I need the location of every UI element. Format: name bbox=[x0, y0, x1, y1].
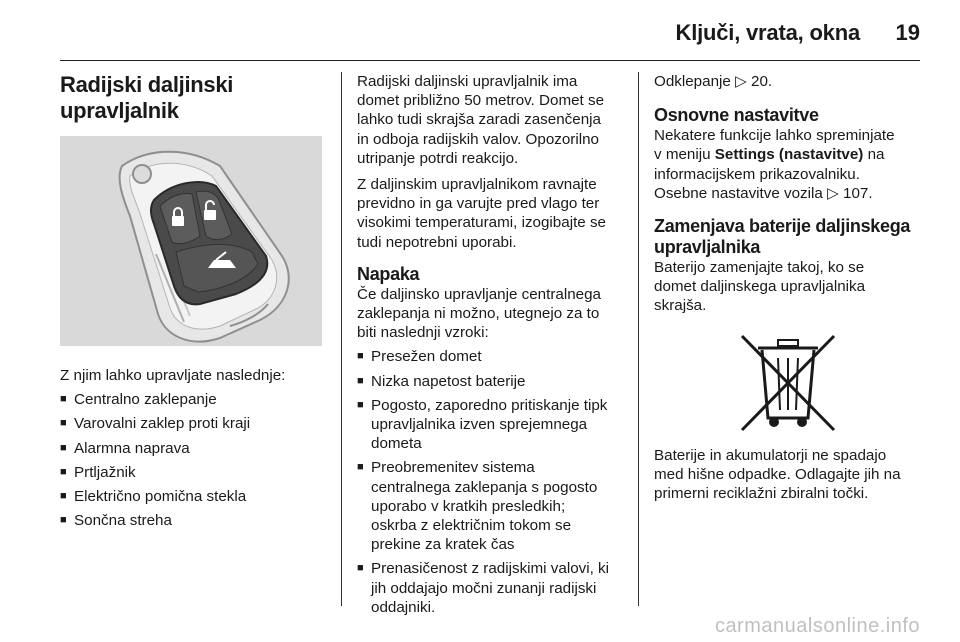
text-line: skrajša. bbox=[654, 297, 707, 315]
text-line: jih oddajajo močni zunanji radijski bbox=[371, 579, 597, 597]
header-rule bbox=[60, 60, 920, 61]
text-line: prekine za kratek čas bbox=[371, 536, 515, 554]
basic-settings-paragraph bbox=[654, 126, 920, 203]
text-line: Nizka napetost baterije bbox=[371, 372, 526, 390]
column-divider-2 bbox=[638, 72, 639, 606]
list-item bbox=[357, 347, 625, 366]
text-line: uporabo v kratkih presledkih; bbox=[371, 497, 566, 515]
text-line: Presežen domet bbox=[371, 348, 482, 366]
battery-paragraph bbox=[654, 258, 920, 316]
watermark: carmanualsonline.info bbox=[714, 615, 920, 637]
text-line: centralnega zaklepanja s pogosto bbox=[371, 478, 598, 496]
section-heading-fault: Napaka bbox=[357, 263, 420, 284]
heading-line: upravljalnik bbox=[60, 98, 179, 123]
page-ref-arrow-icon: ▷ bbox=[735, 73, 747, 90]
text-line: visokimi temperaturami, izogibajte se bbox=[357, 214, 606, 232]
text-line: Z daljinskim upravljalnikom ravnajte bbox=[357, 176, 597, 194]
care-paragraph bbox=[357, 175, 625, 252]
text-line: oskrba z električnim tokom se bbox=[371, 517, 572, 535]
column-divider-1 bbox=[341, 72, 342, 606]
reference-text: Odklepanje bbox=[654, 73, 731, 90]
list-item bbox=[357, 372, 625, 391]
reference-page: 20. bbox=[751, 73, 773, 90]
text-line: Preobremenitev sistema bbox=[371, 459, 535, 477]
list-item: ■ Varovalni zaklep proti kraji bbox=[60, 414, 328, 433]
text-line: Pogosto, zaporedno pritiskanje tipk bbox=[371, 396, 608, 414]
list-item: ■ Centralno zaklepanje bbox=[60, 390, 328, 409]
text-line: Nekatere funkcije lahko spreminjate bbox=[654, 127, 895, 145]
fault-cause-list bbox=[357, 347, 625, 617]
text-line: Osebne nastavitve vozila bbox=[654, 184, 823, 202]
text-line: utripanje potrdi reakcijo. bbox=[357, 149, 519, 167]
text-line: dometa bbox=[371, 435, 422, 453]
fault-paragraph bbox=[357, 285, 625, 343]
text-line: primerni reciklažni zbiralni točki. bbox=[654, 485, 869, 503]
text-line: informacijskem prikazovalniku. bbox=[654, 165, 860, 183]
list-item: ■ Prtljažnik bbox=[60, 463, 328, 482]
text-line: domet daljinskega upravljalnika bbox=[654, 278, 866, 296]
page-number: 19 bbox=[895, 20, 920, 45]
text-line: na bbox=[867, 146, 885, 164]
text-line: oddajniki. bbox=[371, 598, 436, 616]
list-item bbox=[357, 458, 625, 554]
list-item bbox=[357, 559, 625, 617]
list-item: ■ Alarmna naprava bbox=[60, 439, 328, 458]
text-line: Če daljinsko upravljanje centralnega bbox=[357, 285, 601, 303]
header-title: Ključi, vrata, okna bbox=[675, 20, 860, 45]
section-heading-remote bbox=[60, 72, 328, 124]
text-line: Baterije in akumulatorji ne spadajo bbox=[654, 446, 887, 464]
text-line: med hišne odpadke. Odlagajte jih na bbox=[654, 465, 901, 483]
text-line: biti naslednji vzroki: bbox=[357, 324, 489, 342]
page-ref-arrow-icon: ▷ bbox=[827, 184, 839, 202]
text-line: Prenasičenost z radijskimi valovi, ki bbox=[371, 560, 610, 578]
unlock-reference bbox=[654, 72, 920, 91]
text-line: zaklepanja ni možno, utegnejo za to bbox=[357, 305, 600, 323]
list-item bbox=[357, 396, 625, 454]
column-1 bbox=[60, 72, 328, 530]
text-line: Baterijo zamenjajte takoj, ko se bbox=[654, 259, 865, 277]
text-line: previdno in ga varujte pred vlago ter bbox=[357, 195, 600, 213]
text-line: v meniju bbox=[654, 146, 711, 164]
text-line: Radijski daljinski upravljalnik ima bbox=[357, 73, 578, 90]
list-item: ■ Električno pomična stekla bbox=[60, 487, 328, 506]
intro-text: Z njim lahko upravljate naslednje: bbox=[60, 367, 286, 384]
section-heading-basic-settings: Osnovne nastavitve bbox=[654, 105, 819, 126]
text-line: lahko tudi skrajša zaradi zasenčenja bbox=[357, 111, 601, 129]
function-list bbox=[60, 390, 328, 530]
disposal-paragraph bbox=[654, 446, 920, 504]
reference-page: 107. bbox=[843, 184, 873, 202]
car-key-remote-image bbox=[60, 136, 322, 346]
heading-line: Zamenjava baterije daljinskega bbox=[654, 216, 911, 237]
column-3 bbox=[654, 72, 920, 503]
crossed-out-bin-icon bbox=[654, 328, 920, 434]
text-line: in odboja radijskih valov. Opozorilno bbox=[357, 130, 600, 148]
section-heading-battery-replacement bbox=[654, 216, 920, 258]
column-2 bbox=[357, 72, 625, 617]
range-paragraph bbox=[357, 72, 625, 168]
text-line: upravljalnika izven sprejemnega bbox=[371, 416, 588, 434]
heading-line: upravljalnika bbox=[654, 237, 761, 258]
text-line: tudi nepotrebni uporabi. bbox=[357, 233, 517, 251]
text-line: domet približno 50 metrov. Domet se bbox=[357, 92, 605, 110]
heading-line: Radijski daljinski bbox=[60, 72, 234, 97]
settings-menu-name: Settings (nastavitve) bbox=[714, 146, 864, 164]
list-item: ■ Sončna streha bbox=[60, 511, 328, 530]
